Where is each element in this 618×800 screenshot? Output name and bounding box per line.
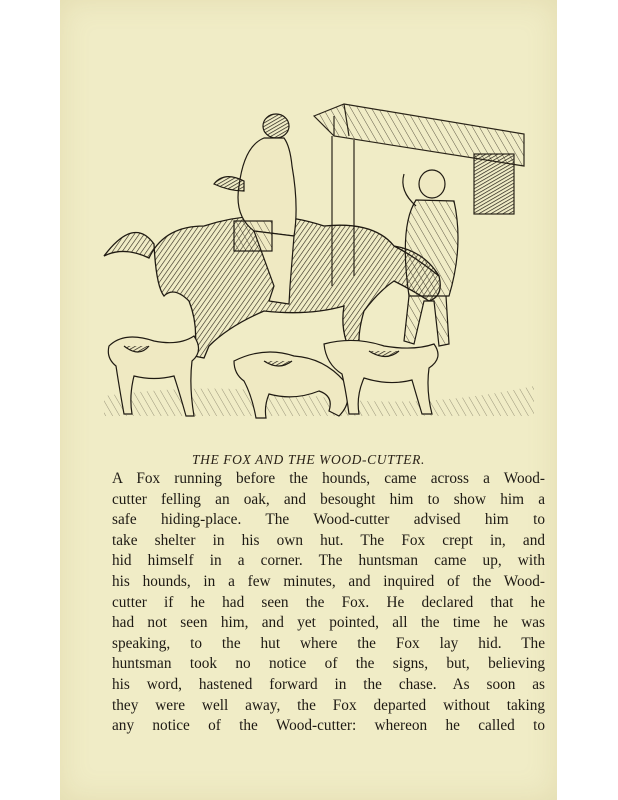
- fable-text: [112, 469, 545, 737]
- text-line: his hounds, in a few minutes, and inquired of the Wood-: [112, 572, 545, 590]
- text-line: safe hiding-place. The Wood-cutter advised him to: [112, 511, 545, 529]
- text-line: take shelter in his own hut. The Fox crept in, and: [112, 531, 545, 549]
- text-line: any notice of the Wood-cutter: whereon he called to: [112, 717, 545, 735]
- text-line: cutter if he had seen the Fox. He declared that he: [112, 593, 545, 611]
- text-line: hid himself in a corner. The huntsman came up, with: [112, 552, 545, 570]
- text-line: speaking, to the hut where the Fox lay hid. The: [112, 634, 545, 652]
- wood-cutter-figure: [403, 170, 458, 346]
- book-page: [60, 0, 557, 800]
- text-line: had not seen him, and yet pointed, all the time he was: [112, 614, 545, 632]
- engraving-illustration: [94, 96, 534, 436]
- text-line: huntsman took no notice of the signs, but, believing: [112, 655, 545, 673]
- text-line: cutter felling an oak, and besought him to show him a: [112, 490, 545, 508]
- text-line: A Fox running before the hounds, came across a Wood-: [112, 470, 545, 487]
- text-line: his word, hastened forward in the chase. As soon as: [112, 675, 545, 693]
- text-line: they were well away, the Fox departed without taking: [112, 696, 545, 714]
- illustration-caption: THE FOX AND THE WOOD-CUTTER.: [192, 452, 425, 467]
